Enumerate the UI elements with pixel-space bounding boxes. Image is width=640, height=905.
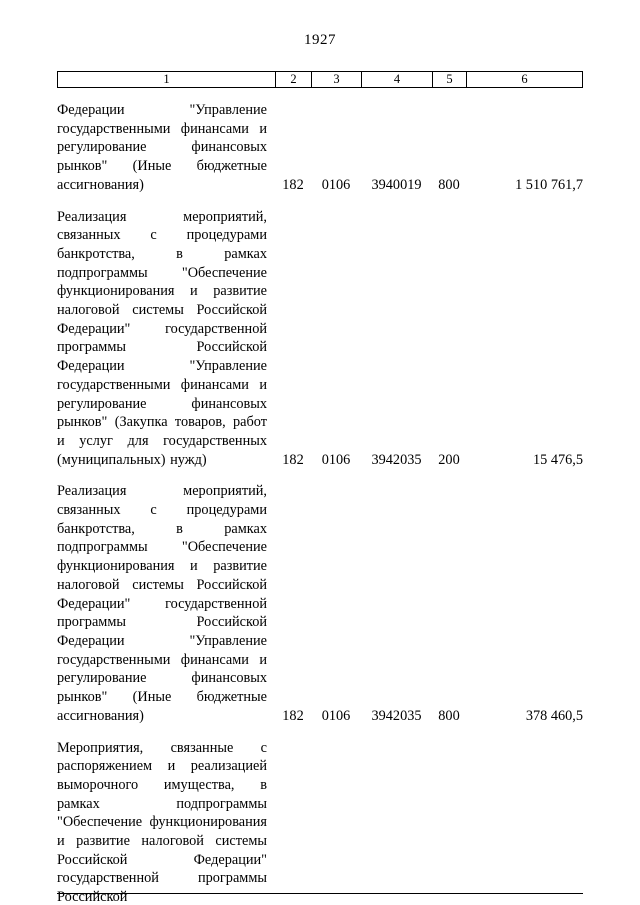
header-cell-6: 6 [521, 72, 528, 86]
cell-grbs-code: 182 [282, 176, 304, 193]
cell-section-code: 0106 [321, 707, 351, 724]
cell-expense-type-code: 800 [438, 707, 460, 724]
cell-grbs-code: 182 [282, 451, 304, 468]
cell-target-article-code: 3942035 [371, 451, 422, 468]
cell-expense-name: Реализация мероприятий, связанных с процедурами банкротства, в рамках подпрограммы "Обеспечение функционирования и развитие налоговой системы Российской Федерации" государственной программы Российской Федерации "Управление государственными финансами и регулирование финансовых рынков" (Иные бюджетные ассигнования) [57, 483, 267, 724]
table-row [57, 101, 583, 195]
table-body [57, 101, 583, 905]
cell-amount: 378 460,5 [525, 707, 583, 724]
table-row [57, 208, 583, 470]
page-number: 1927 [304, 32, 336, 48]
header-cell-5: 5 [433, 72, 467, 87]
cell-grbs-code: 182 [282, 707, 304, 724]
cell-target-article-code: 3942035 [371, 707, 422, 724]
header-cell-4: 4 [362, 72, 433, 87]
cell-expense-name: Мероприятия, связанные с распоряжением и реализацией выморочного имущества, в рамках подпрограммы "Обеспечение функционирования и развитие налоговой системы Российской Федерации" государственной программы Российской [57, 739, 267, 905]
table-row [57, 739, 583, 905]
cell-amount: 1 510 761,7 [515, 176, 583, 193]
cell-section-code: 0106 [321, 176, 351, 193]
header-cell-2: 2 [276, 72, 312, 87]
table-header-row [57, 71, 583, 88]
cell-expense-name: Федерации "Управление государственными финансами и регулирование финансовых рынков" (Иные бюджетные ассигнования) [57, 102, 267, 193]
cell-amount: 15 476,5 [532, 451, 583, 468]
cell-expense-type-code: 800 [438, 176, 460, 193]
cell-expense-type-code: 200 [438, 451, 460, 468]
cell-target-article-code: 3940019 [371, 176, 422, 193]
header-cell-1: 1 [58, 72, 276, 87]
table-row [57, 482, 583, 725]
header-cell-3: 3 [312, 72, 362, 87]
cell-section-code: 0106 [321, 451, 351, 468]
budget-table [57, 71, 583, 905]
cell-expense-name: Реализация мероприятий, связанных с процедурами банкротства, в рамках подпрограммы "Обеспечение функционирования и развитие налоговой системы Российской Федерации" государственной программы Российской Федерации "Управление государственными финансами и регулирование финансовых рынков" (Закупка товаров, работ и услуг для государственных (муниципальных) нужд) [57, 208, 267, 468]
table-bottom-rule [57, 893, 583, 894]
